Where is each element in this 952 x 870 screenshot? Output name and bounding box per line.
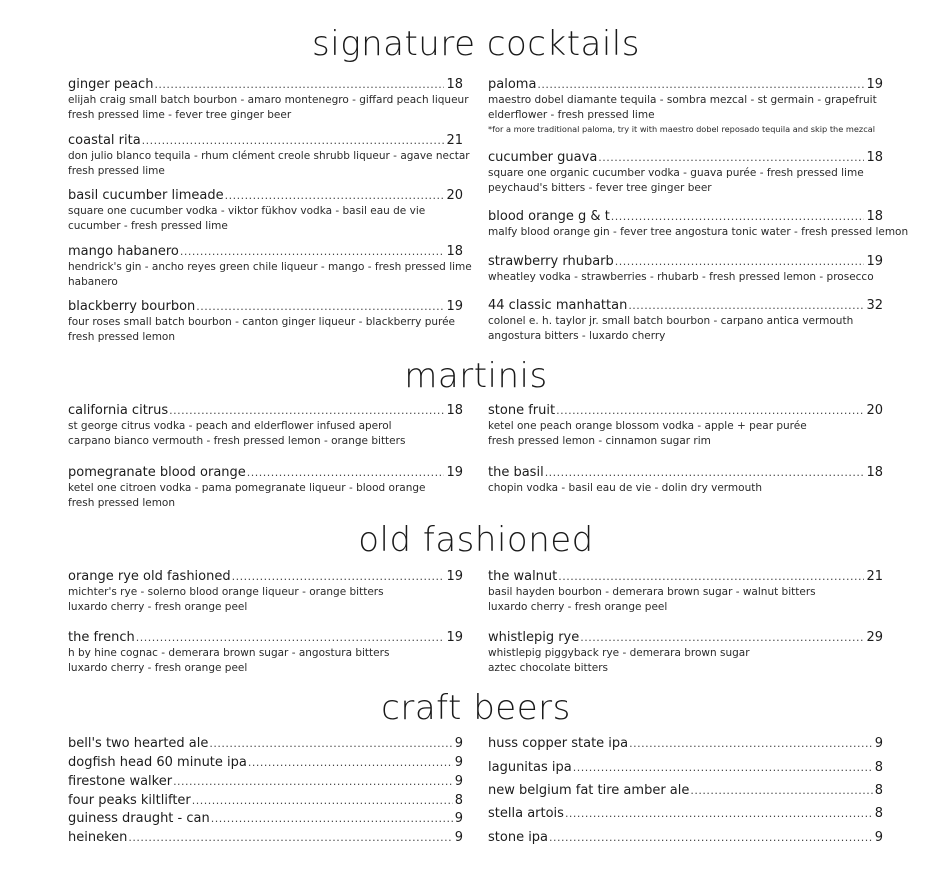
item-note: *for a more traditional paloma, try it with maestro dobel reposado tequila and skip the mezcal [488, 124, 875, 134]
menu-item [68, 133, 470, 179]
item-description: fresh pressed lemon - cinnamon sugar rim [488, 435, 711, 447]
item-description: ketel one peach orange blossom vodka - apple + pear purée [488, 420, 807, 432]
item-name: the basil [488, 465, 544, 480]
item-description: luxardo cherry - fresh orange peel [68, 601, 248, 613]
item-price: 29 [866, 630, 883, 645]
item-description: square one cucumber vodka - viktor fükhov vodka - basil eau de vie [68, 205, 426, 217]
leader-dots [549, 830, 873, 846]
leader-dots [142, 133, 445, 149]
leader-dots [169, 403, 444, 419]
leader-dots [180, 244, 445, 260]
item-description: cucumber - fresh pressed lime [68, 220, 228, 232]
item-description: michter's rye - solerno blood orange liqueur - orange bitters [68, 586, 384, 598]
item-description: malfy blood orange gin - fever tree angostura tonic water - fresh pressed lemon [488, 226, 909, 238]
leader-dots [196, 299, 444, 315]
item-price: 9 [454, 755, 463, 770]
item-name: bell's two hearted ale [68, 736, 209, 751]
item-name: huss copper state ipa [488, 736, 629, 751]
beer-item [488, 760, 883, 776]
menu-item [488, 569, 883, 615]
item-description: chopin vodka - basil eau de vie - dolin dry vermouth [488, 482, 763, 494]
item-name: dogfish head 60 minute ipa [68, 755, 247, 770]
item-name: california citrus [68, 403, 169, 418]
leader-dots [211, 811, 453, 827]
item-description: fresh pressed lemon [68, 497, 176, 509]
item-description: luxardo cherry - fresh orange peel [68, 662, 248, 674]
item-description: angostura bitters - luxardo cherry [488, 330, 666, 342]
leader-dots [598, 150, 864, 166]
leader-dots [247, 465, 445, 481]
leader-dots [556, 403, 864, 419]
item-name: stella artois [488, 806, 564, 821]
menu-item [68, 244, 472, 290]
item-price: 9 [454, 830, 463, 845]
item-name: heineken [68, 830, 128, 845]
item-price: 18 [446, 244, 463, 259]
item-name: blackberry bourbon [68, 299, 196, 314]
item-price: 19 [446, 630, 463, 645]
leader-dots [615, 254, 865, 270]
leader-dots [545, 465, 865, 481]
item-price: 18 [446, 77, 463, 92]
item-price: 8 [454, 793, 463, 808]
item-name: the walnut [488, 569, 558, 584]
menu-item [488, 403, 883, 449]
item-description: h by hine cognac - demerara brown sugar - angostura bitters [68, 647, 390, 659]
leader-dots [192, 793, 453, 809]
item-name: basil cucumber limeade [68, 188, 224, 203]
item-name: mango habanero [68, 244, 179, 259]
item-description: st george citrus vodka - peach and elderflower infused aperol [68, 420, 392, 432]
section-title-signature-cocktails: signature cocktails [312, 24, 640, 64]
item-description: fresh pressed lime [68, 165, 165, 177]
menu-item [68, 630, 463, 676]
section-title-martinis: martinis [404, 356, 548, 396]
item-description: basil hayden bourbon - demerara brown sugar - walnut bitters [488, 586, 816, 598]
menu-item [488, 209, 909, 240]
menu-item [68, 465, 463, 511]
item-name: whistlepig rye [488, 630, 580, 645]
leader-dots [136, 630, 445, 646]
item-description: fresh pressed lemon [68, 331, 176, 343]
menu-item [68, 299, 463, 345]
item-price: 18 [866, 150, 883, 165]
item-price: 19 [446, 465, 463, 480]
item-name: strawberry rhubarb [488, 254, 614, 269]
item-price: 21 [866, 569, 883, 584]
item-name: paloma [488, 77, 537, 92]
menu-item [488, 254, 883, 285]
item-description: ketel one citroen vodka - pama pomegranate liqueur - blood orange [68, 482, 426, 494]
item-name: new belgium fat tire amber ale [488, 783, 690, 798]
leader-dots [173, 774, 453, 790]
beer-item [488, 736, 883, 752]
menu-item [488, 465, 883, 496]
leader-dots [558, 569, 864, 585]
menu-item [68, 77, 469, 123]
item-price: 9 [454, 736, 463, 751]
item-name: ginger peach [68, 77, 154, 92]
beer-item [488, 783, 883, 799]
item-price: 18 [866, 209, 883, 224]
leader-dots [611, 209, 865, 225]
leader-dots [209, 736, 452, 752]
menu-item [488, 630, 883, 676]
item-price: 32 [866, 298, 883, 313]
item-name: cucumber guava [488, 150, 598, 165]
item-name: guiness draught - can [68, 811, 210, 826]
leader-dots [628, 298, 864, 314]
beer-item [68, 830, 463, 846]
leader-dots [232, 569, 445, 585]
item-name: coastal rita [68, 133, 141, 148]
leader-dots [128, 830, 452, 846]
item-price: 9 [454, 811, 463, 826]
item-price: 21 [446, 133, 463, 148]
beer-item [68, 755, 463, 771]
item-description: elderflower - fresh pressed lime [488, 109, 655, 121]
menu-item [68, 569, 463, 615]
leader-dots [580, 630, 864, 646]
item-price: 9 [874, 736, 883, 751]
leader-dots [225, 188, 445, 204]
item-price: 9 [454, 774, 463, 789]
item-name: four peaks kiltlifter [68, 793, 191, 808]
item-description: luxardo cherry - fresh orange peel [488, 601, 668, 613]
menu-item [488, 298, 883, 344]
leader-dots [154, 77, 444, 93]
section-title-craft-beers: craft beers [381, 688, 571, 728]
item-price: 19 [446, 299, 463, 314]
item-price: 9 [874, 830, 883, 845]
section-title-old-fashioned: old fashioned [358, 520, 594, 560]
item-description: carpano bianco vermouth - fresh pressed lemon - orange bitters [68, 435, 406, 447]
item-name: pomegranate blood orange [68, 465, 246, 480]
item-description: peychaud's bitters - fever tree ginger beer [488, 182, 712, 194]
item-description: whistlepig piggyback rye - demerara brown sugar [488, 647, 750, 659]
item-price: 8 [874, 783, 883, 798]
item-price: 19 [866, 77, 883, 92]
beer-item [488, 830, 883, 846]
leader-dots [690, 783, 872, 799]
item-name: stone fruit [488, 403, 556, 418]
item-name: firestone walker [68, 774, 173, 789]
leader-dots [629, 736, 873, 752]
item-description: habanero [68, 276, 118, 288]
item-description: elijah craig small batch bourbon - amaro montenegro - giffard peach liqueur [68, 94, 469, 106]
item-description: fresh pressed lime - fever tree ginger beer [68, 109, 292, 121]
leader-dots [573, 760, 873, 776]
beer-item [488, 806, 883, 822]
item-price: 19 [446, 569, 463, 584]
menu-item [488, 150, 883, 196]
beer-item [68, 811, 463, 827]
item-price: 20 [446, 188, 463, 203]
menu-item [68, 188, 463, 234]
leader-dots [537, 77, 864, 93]
item-price: 18 [866, 465, 883, 480]
item-price: 19 [866, 254, 883, 269]
item-description: four roses small batch bourbon - canton ginger liqueur - blackberry purée [68, 316, 456, 328]
menu-item [488, 77, 883, 136]
item-name: stone ipa [488, 830, 549, 845]
item-name: blood orange g & t [488, 209, 610, 224]
item-description: hendrick's gin - ancho reyes green chile liqueur - mango - fresh pressed lime [68, 261, 472, 273]
beer-item [68, 774, 463, 790]
item-description: square one organic cucumber vodka - guava purée - fresh pressed lime [488, 167, 864, 179]
item-price: 8 [874, 760, 883, 775]
menu-item [68, 403, 463, 449]
item-name: the french [68, 630, 135, 645]
item-price: 20 [866, 403, 883, 418]
item-description: aztec chocolate bitters [488, 662, 609, 674]
item-name: orange rye old fashioned [68, 569, 231, 584]
item-description: wheatley vodka - strawberries - rhubarb - fresh pressed lemon - prosecco [488, 271, 874, 283]
item-description: colonel e. h. taylor jr. small batch bourbon - carpano antica vermouth [488, 315, 854, 327]
item-description: don julio blanco tequila - rhum clément creole shrubb liqueur - agave nectar [68, 150, 470, 162]
leader-dots [565, 806, 873, 822]
beer-item [68, 793, 463, 809]
leader-dots [248, 755, 453, 771]
item-price: 18 [446, 403, 463, 418]
item-price: 8 [874, 806, 883, 821]
item-description: maestro dobel diamante tequila - sombra mezcal - st germain - grapefruit [488, 94, 877, 106]
item-name: 44 classic manhattan [488, 298, 628, 313]
item-name: lagunitas ipa [488, 760, 572, 775]
beer-item [68, 736, 463, 752]
